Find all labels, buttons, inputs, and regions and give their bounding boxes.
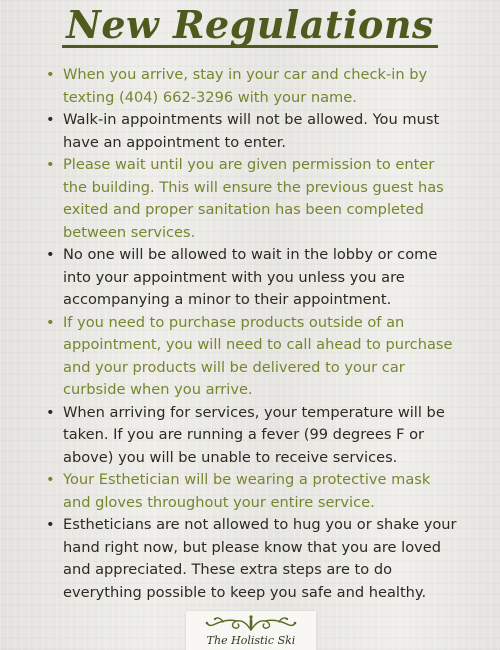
regulation-text: No one will be allowed to wait in the lobby or come into your appointment with you unless you are accompanying a minor to their appointment. <box>63 246 438 308</box>
regulations-list <box>46 64 460 604</box>
regulation-item <box>46 469 460 514</box>
bullet-icon: • <box>46 111 55 128</box>
page-title-text: New Regulations <box>62 3 438 48</box>
regulation-item <box>46 64 460 109</box>
bullet-icon: • <box>46 246 55 263</box>
regulation-text: Walk-in appointments will not be allowed. You must have an appointment to enter. <box>63 111 440 151</box>
bullet-icon: • <box>46 471 55 488</box>
regulation-text: When arriving for services, your temperature will be taken. If you are running a fever (99 degrees F or above) you will be unable to receive services. <box>63 403 445 466</box>
regulation-text: Estheticians are not allowed to hug you or shake your hand right now, but please know that you are loved and appreciated. These extra steps are to do everything possible to keep you safe and healthy. <box>63 516 457 601</box>
bullet-icon: • <box>46 313 55 331</box>
logo-text: The Holistic Ski <box>206 634 296 647</box>
bullet-icon: • <box>46 403 55 421</box>
regulation-item <box>46 514 460 604</box>
regulation-item <box>46 312 460 402</box>
regulation-item <box>46 109 460 154</box>
regulation-item <box>46 402 460 470</box>
bullet-icon: • <box>46 516 55 533</box>
regulation-item <box>46 154 460 244</box>
regulation-text: If you need to purchase products outside of an appointment, you will need to call ahead to purchase and your products will be delivered to your car curbside when you arrive. <box>63 313 453 398</box>
business-logo <box>186 611 316 650</box>
page-title <box>0 0 500 50</box>
regulation-text: When you arrive, stay in your car and check-in by texting (404) 662-3296 with your name. <box>63 66 428 106</box>
regulation-text: Your Esthetician will be wearing a protective mask and gloves throughout your entire service. <box>63 471 431 511</box>
regulation-item <box>46 244 460 312</box>
ornamental-flourish-icon <box>203 615 299 633</box>
bullet-icon: • <box>46 66 55 83</box>
bullet-icon: • <box>46 156 55 173</box>
regulation-text: Please wait until you are given permission to enter the building. This will ensure the previous guest has exited and proper sanitation has been completed between services. <box>63 156 444 241</box>
